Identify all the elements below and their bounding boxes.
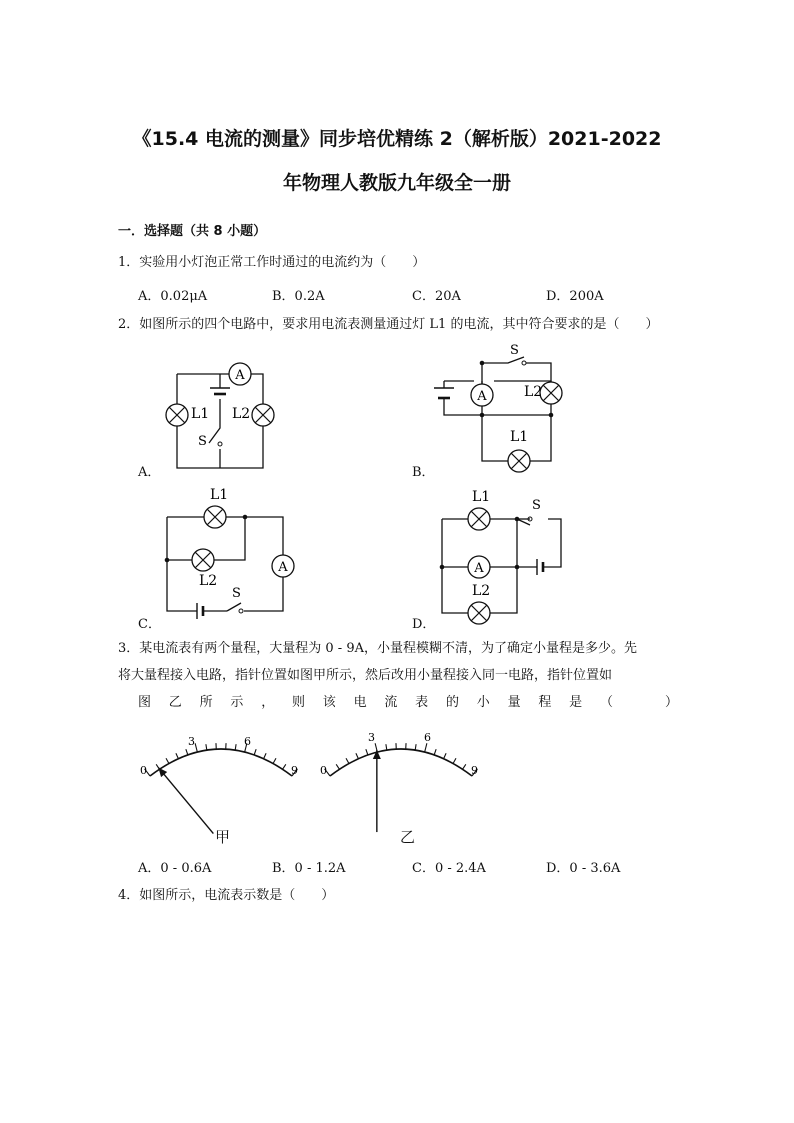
meter-tick xyxy=(166,758,169,763)
question-2-stem: 2．如图所示的四个电路中，要求用电流表测量通过灯 L1 的电流，其中符合要求的是（ ） xyxy=(118,317,659,332)
meter-tick xyxy=(444,753,446,758)
q3-option-b: B．0 - 1.2A xyxy=(272,861,346,876)
q1-option-a: A．0.02μA xyxy=(138,289,208,304)
svg-text:S: S xyxy=(510,343,519,358)
q3-line-3: 图 乙 所 示 ， 则 该 电 流 表 的 小 量 程 是 （ ） xyxy=(138,695,678,710)
meter-tick xyxy=(415,744,416,750)
meter-tick xyxy=(254,749,256,755)
document-title-line2: 年物理人教版九年级全一册 xyxy=(282,172,511,194)
document-title-line1: 《15.4 电流的测量》同步培优精练 2（解析版）2021-2022 xyxy=(132,128,662,150)
meter-tick xyxy=(453,758,456,763)
lamp-l2-icon xyxy=(192,549,214,571)
meter-tick xyxy=(346,758,349,763)
svg-text:L1: L1 xyxy=(472,489,491,505)
circuit-b-diagram xyxy=(430,340,580,470)
svg-text:L2: L2 xyxy=(472,583,491,599)
question-3-stem xyxy=(118,635,680,716)
meter-jia-caption: 甲 xyxy=(215,828,231,846)
meter-tick xyxy=(264,753,266,758)
svg-text:0: 0 xyxy=(320,764,327,777)
meter-tick xyxy=(283,764,286,769)
meter-tick xyxy=(235,744,236,750)
q3-option-d: D．0 - 3.6A xyxy=(546,861,621,876)
ammeter-icon xyxy=(468,556,490,578)
circuit-c-diagram xyxy=(150,485,300,625)
meter-tick xyxy=(206,744,207,750)
meter-tick xyxy=(356,753,358,758)
svg-text:6: 6 xyxy=(424,731,431,744)
meter-jia-pointer xyxy=(158,768,213,834)
section-heading: 一．选择题（共 8 小题） xyxy=(118,224,267,239)
question-1-stem: 1．实验用小灯泡正常工作时通过的电流约为（ ） xyxy=(118,255,426,270)
svg-text:A: A xyxy=(477,389,487,404)
meter-tick xyxy=(195,743,197,752)
svg-text:L2: L2 xyxy=(524,384,543,400)
svg-text:L1: L1 xyxy=(510,429,529,445)
lamp-l1-icon xyxy=(508,450,530,472)
q3-option-a: A．0 - 0.6A xyxy=(138,861,212,876)
lamp-l2-icon xyxy=(252,404,274,426)
q1-option-d: D．200A xyxy=(546,289,604,304)
svg-text:3: 3 xyxy=(368,731,375,744)
question-4-stem: 4．如图所示，电流表示数是（ ） xyxy=(118,888,335,903)
q2-option-b-label: B． xyxy=(412,465,435,480)
lamp-l2-icon xyxy=(468,602,490,624)
svg-text:3: 3 xyxy=(188,735,195,748)
q3-option-c: C．0 - 2.4A xyxy=(412,861,486,876)
svg-text:L2: L2 xyxy=(232,406,251,422)
lamp-l1-icon xyxy=(204,506,226,528)
lamp-l2-icon xyxy=(540,382,562,404)
svg-text:S: S xyxy=(232,586,241,601)
meter-tick xyxy=(186,749,188,755)
meter-yi-caption: 乙 xyxy=(400,828,416,846)
svg-text:A: A xyxy=(235,368,245,383)
q2-option-a-label: A． xyxy=(138,465,161,480)
meter-tick xyxy=(434,749,436,755)
q3-line-2: 将大量程接入电路，指针位置如图甲所示，然后改用小量程接入同一电路，指针位置如 xyxy=(118,668,613,683)
lamp-l1-icon xyxy=(468,508,490,530)
svg-text:L1: L1 xyxy=(191,406,210,422)
svg-text:L2: L2 xyxy=(199,573,218,589)
svg-text:6: 6 xyxy=(244,735,251,748)
lamp-l1-icon xyxy=(166,404,188,426)
q1-option-b: B．0.2A xyxy=(272,289,325,304)
svg-text:9: 9 xyxy=(291,764,298,777)
meter-tick xyxy=(366,749,368,755)
svg-text:0: 0 xyxy=(140,764,147,777)
meter-tick xyxy=(336,764,339,769)
meter-tick xyxy=(425,743,427,752)
q3-line-1: 3．某电流表有两个量程，大量程为 0 - 9A，小量程模糊不清，为了确定小量程是多少。先 xyxy=(118,641,637,656)
svg-text:L1: L1 xyxy=(210,487,229,503)
circuit-d-diagram xyxy=(430,485,580,625)
ammeter-icon xyxy=(272,555,294,577)
ammeter-icon xyxy=(229,363,251,385)
svg-text:A: A xyxy=(474,561,484,576)
ammeter-icon xyxy=(471,384,493,406)
q1-option-c: C．20A xyxy=(412,289,461,304)
meter-tick xyxy=(176,753,178,758)
meter-tick xyxy=(273,758,276,763)
q2-option-d-label: D． xyxy=(412,617,436,632)
meter-tick xyxy=(463,764,466,769)
q2-option-c-label: C． xyxy=(138,617,161,632)
circuit-a-diagram xyxy=(150,350,290,480)
svg-text:A: A xyxy=(278,560,288,575)
svg-text:S: S xyxy=(532,498,541,513)
meter-tick xyxy=(386,744,387,750)
svg-text:S: S xyxy=(198,434,207,449)
svg-text:9: 9 xyxy=(471,764,478,777)
